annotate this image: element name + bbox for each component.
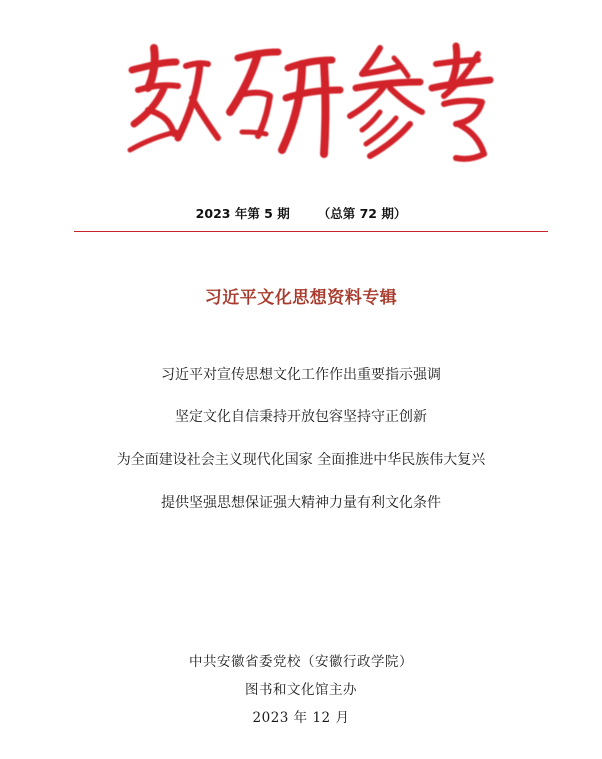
publisher-name: 中共安徽省委党校（安徽行政学院） [189, 654, 413, 670]
masthead-calligraphy-logo [118, 28, 498, 168]
headline-2: 坚定文化自信秉持开放包容坚持守正创新 [175, 409, 427, 425]
masthead-logo-svg [118, 28, 498, 168]
publication-date: 2023 年 12 月 [252, 710, 350, 726]
masthead-char-kao [432, 46, 490, 159]
issue-number-line [0, 204, 602, 222]
red-divider-line [74, 231, 548, 232]
headline-1: 习近平对宣传思想文化工作作出重要指示强调 [161, 367, 441, 383]
masthead-char-yan [230, 52, 340, 154]
organizer-name: 图书和文化馆主办 [245, 682, 357, 698]
headline-3: 为全面建设社会主义现代化国家 全面推进中华民族伟大复兴 [116, 452, 486, 468]
headline-4: 提供坚强思想保证强大精神力量有利文化条件 [161, 495, 441, 511]
issue-number: 2023 年第 5 期 [195, 206, 290, 221]
total-issue-number: （总第 72 期） [317, 206, 407, 221]
masthead-char-can [350, 48, 422, 156]
special-issue-title: 习近平文化思想资料专辑 [204, 288, 398, 308]
masthead-char-jiao [130, 48, 218, 150]
